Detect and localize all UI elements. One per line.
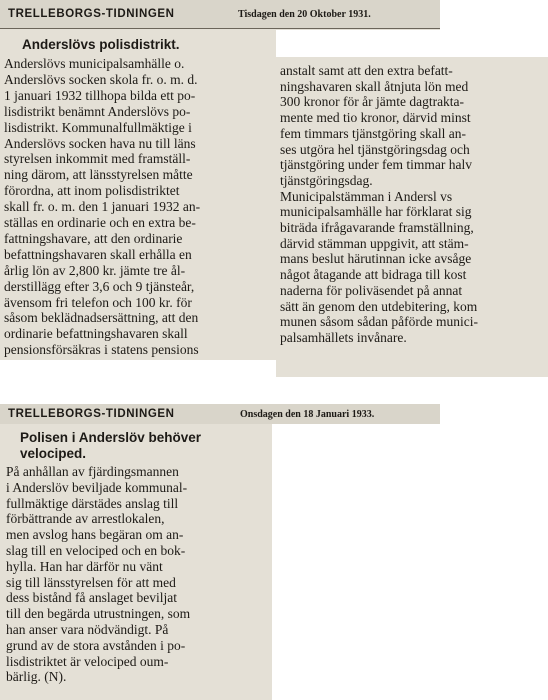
text-line: biträda ifrågavarande framställning, [280, 220, 474, 235]
article-headline-line-2: velociped. [20, 446, 87, 461]
text-line: ningshavaren skall åtnjuta lön med [280, 78, 469, 94]
text-line: munen såsom sådan påförde munici- [280, 314, 478, 330]
clipping-1931-right-column [276, 57, 548, 377]
issue-date: Tisdagen den 20 Oktober 1931. [238, 9, 371, 20]
text-line: municipalsamhälle har förklarat sig [280, 204, 472, 220]
masthead [0, 404, 440, 425]
issue-date: Onsdagen den 18 Januari 1933. [240, 409, 375, 420]
text-line: mente med tio kronor, därvid minst [280, 110, 471, 126]
text-line: årlig lön av 2,800 kr. jämte tre ål- [4, 262, 186, 278]
blank-area [273, 424, 443, 700]
text-line: därvid stämman uppgivit, att stäm- [280, 235, 469, 251]
text-line: naderna för poliväsendet på annat [280, 282, 463, 298]
text-line: såsom beklädnadsersättning, att den [4, 310, 199, 326]
text-line: förordna, att inom polisdistriktet [4, 183, 180, 199]
text-line: något åtagande att bidraga till kost [280, 267, 467, 283]
text-line: förbättrande av arrestlokalen, [6, 511, 165, 527]
text-line: fem timmars tjänstgöring skall an- [280, 125, 466, 141]
text-line: ses utgöra hel tjänstgöringsdag och [280, 141, 470, 157]
text-line: 300 kronor för år jämte dagtrakta- [280, 94, 465, 110]
text-line: lisdistrikt benämnt Anderslövs po- [4, 103, 191, 119]
article-body-1933 [0, 424, 273, 700]
text-line: skall fr. o. m. den 1 januari 1932 an- [4, 199, 201, 215]
text-line: styrelsen inkommit med framställ- [4, 151, 191, 167]
text-line: slag till en velociped och en bok- [6, 543, 186, 558]
article-headline: Anderslövs polisdistrikt. [22, 37, 180, 52]
masthead [0, 0, 440, 29]
text-line: Municipalstämman i Andersl vs [280, 188, 453, 204]
text-line: bärlig. (N). [6, 669, 67, 685]
clipping-1931-left-column [0, 30, 276, 360]
text-line: palsamhällets invånare. [280, 329, 407, 345]
text-line: tjänstgöring under fem timmar halv [280, 157, 472, 173]
text-line: dess bistånd få anslaget beviljat [6, 590, 177, 606]
text-line: Anderslövs municipalsamhälle o. [4, 56, 185, 71]
text-line: 1 januari 1932 tillhopa bilda ett po- [4, 87, 196, 103]
text-line: Anderslövs socken skola fr. o. m. d. [4, 71, 198, 87]
text-line: lisdistriktet är velociped oum- [6, 653, 169, 669]
text-line: grund av de stora avstånden i po- [6, 637, 186, 653]
article-headline-line-1: Polisen i Anderslöv behöver [20, 430, 202, 445]
clipping-1931-masthead-box [0, 0, 440, 30]
text-line: sig till länsstyrelsen för att med [6, 574, 176, 590]
text-line: ordinarie befattningshavaren skall [4, 326, 188, 342]
text-line: sätt än genom den utdebitering, kom [280, 298, 478, 314]
text-line: mans beslut härutinnan icke avsåge [280, 251, 472, 267]
text-line: i Anderslöv beviljade kommunal- [6, 479, 188, 495]
text-line: anstalt samt att den extra befatt- [280, 63, 453, 78]
text-line: till den begärda utrustningen, som [6, 606, 191, 622]
text-line: ställas en ordinarie och en extra be- [4, 215, 196, 230]
text-line: han anser vara nödvändigt. På [6, 622, 169, 637]
text-line: fattningshavare, att den ordinarie [4, 230, 183, 246]
text-line: ävensom fri telefon och 100 kr. för [4, 294, 192, 310]
text-line: befattningshavaren skall erhålla en [4, 246, 192, 262]
text-line: hylla. Han har därför nu vänt [6, 558, 163, 574]
text-line: derstillägg efter 3,6 och 9 tjänsteår, [4, 278, 195, 294]
text-line: På anhållan av fjärdingsmannen [6, 464, 179, 479]
text-line: tjänstgöringsdag. [280, 172, 373, 188]
text-line: lisdistrikt. Kommunalfullmäktige i [4, 119, 192, 135]
text-line: ning därom, att länsstyrelsen måtte [4, 167, 193, 183]
text-line: pensionsförsäkras i statens pensions [4, 342, 199, 358]
newspaper-name: TRELLEBORGS-TIDNINGEN [8, 408, 175, 420]
newspaper-name: TRELLEBORGS-TIDNINGEN [8, 8, 175, 20]
text-line: Anderslövs socken hava nu till läns [4, 135, 196, 151]
text-line: fullmäktige därstädes anslag till [6, 495, 179, 511]
text-line: men avslog hans begäran om an- [6, 527, 184, 543]
